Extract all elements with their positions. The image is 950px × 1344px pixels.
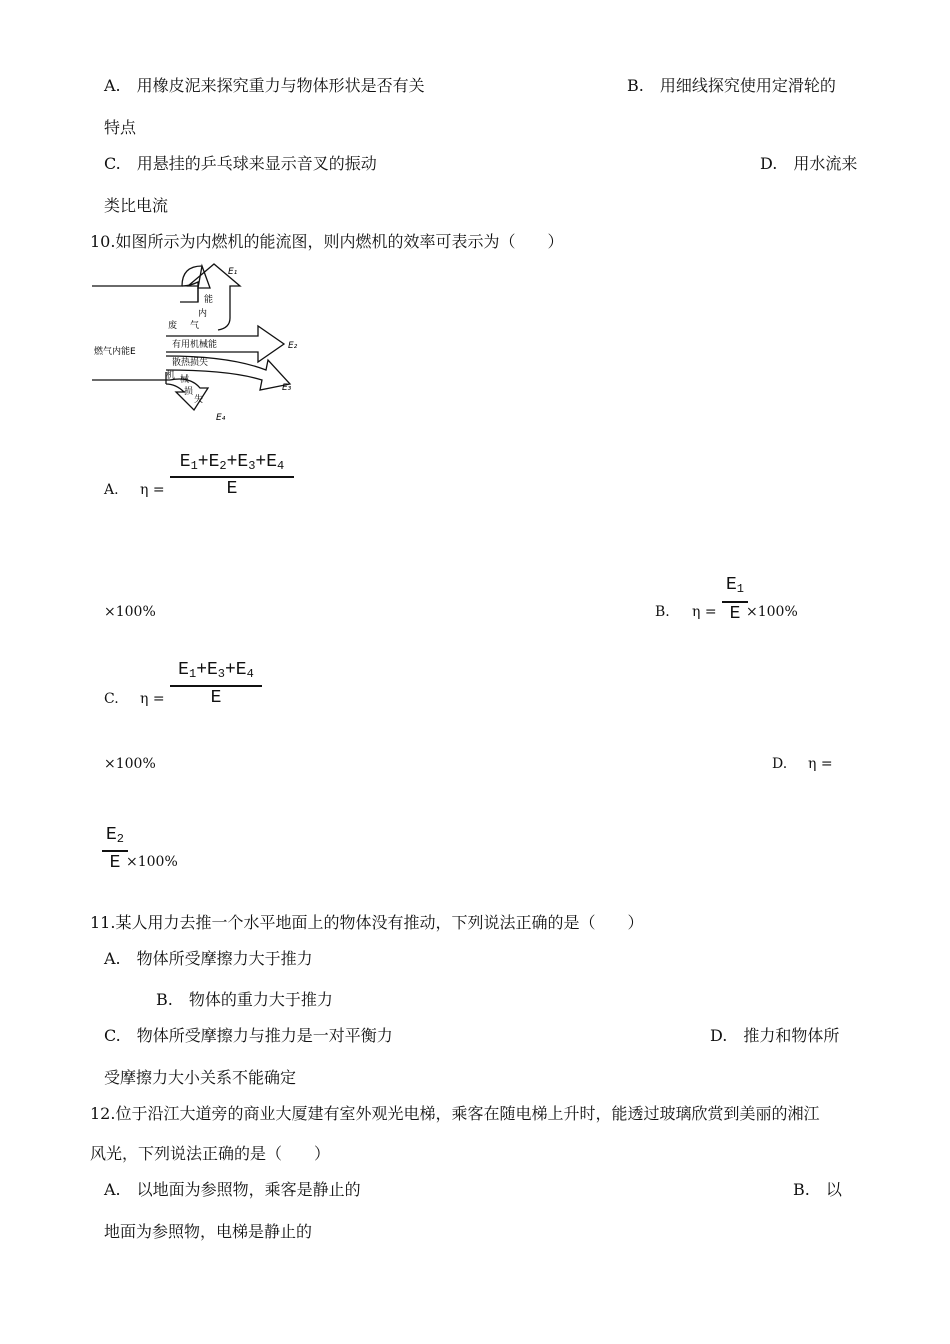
q10-option-d-fraction: $E_2$ E xyxy=(102,825,128,873)
exhaust-label-4: 废 xyxy=(168,321,178,331)
diagram-label-e1: E₁ xyxy=(228,267,238,277)
q12-option-b-continued: 地面为参照物，电梯是静止的 xyxy=(104,1222,313,1241)
q10-option-d-tail: ×100% xyxy=(126,854,178,870)
mech-loss-label-2: 械 xyxy=(180,375,190,385)
q12-option-b: B. 以 xyxy=(793,1180,842,1199)
q10-option-c-label: C. xyxy=(104,691,119,707)
fuel-energy-label: 燃气内能E xyxy=(94,347,136,357)
q10-stem: 10.如图所示为内燃机的能流图，则内燃机的效率可表示为（ ） xyxy=(90,232,564,251)
q9-option-d-continued: 类比电流 xyxy=(104,196,169,215)
q12-stem-continued: 风光，下列说法正确的是（ ） xyxy=(90,1144,331,1163)
mech-loss-label-1: 机 xyxy=(166,371,176,381)
q10-option-c-eta: η = xyxy=(140,691,165,707)
q11-option-c: C. 物体所受摩擦力与推力是一对平衡力 xyxy=(104,1026,393,1045)
q10-option-a-eta: η = xyxy=(140,482,165,498)
useful-energy-label: 有用机械能 xyxy=(172,340,218,350)
heat-loss-label: 散热损失 xyxy=(172,358,209,368)
diagram-label-e2: E₂ xyxy=(288,341,298,351)
mech-loss-label-4: 失 xyxy=(194,395,204,405)
q9-option-d: D. 用水流来 xyxy=(760,154,858,173)
diagram-label-e3: E₃ xyxy=(282,383,292,393)
q12-stem: 12.位于沿江大道旁的商业大厦建有室外观光电梯，乘客在随电梯上升时，能透过玻璃欣赏到美丽的湘江 xyxy=(90,1104,820,1123)
q11-option-b: B. 物体的重力大于推力 xyxy=(156,990,333,1009)
q10-option-d-label: D. xyxy=(772,756,788,772)
q10-option-b-label: B. xyxy=(655,604,670,620)
mech-loss-label-3: 损 xyxy=(184,387,194,397)
exhaust-label-2: 内 xyxy=(198,309,208,319)
q10-option-b-fraction: $E_1$ E xyxy=(722,575,748,623)
q10-option-d-eta: η = xyxy=(808,756,833,772)
q9-option-b-continued: 特点 xyxy=(104,118,137,137)
q11-option-d-continued: 受摩擦力大小关系不能确定 xyxy=(104,1068,297,1087)
q10-option-a-fraction: $E_1+E_2+E_3+E_4$ E xyxy=(170,452,294,500)
q12-option-a: A. 以地面为参照物，乘客是静止的 xyxy=(104,1180,361,1199)
energy-flow-diagram xyxy=(90,258,310,428)
q11-option-d: D. 推力和物体所 xyxy=(710,1026,840,1045)
q9-option-c: C. 用悬挂的乒乓球来显示音叉的振动 xyxy=(104,154,377,173)
q11-stem: 11.某人用力去推一个水平地面上的物体没有推动，下列说法正确的是（ ） xyxy=(90,913,644,932)
q10-option-c-tail: ×100% xyxy=(104,756,156,772)
q10-option-a-tail: ×100% xyxy=(104,604,156,620)
q10-option-a-label: A. xyxy=(104,482,119,498)
q10-option-b-eta: η = xyxy=(692,604,717,620)
q9-option-b: B. 用细线探究使用定滑轮的 xyxy=(627,76,836,95)
exhaust-label-3: 气 xyxy=(190,321,200,331)
q9-option-a: A. 用橡皮泥来探究重力与物体形状是否有关 xyxy=(104,76,425,95)
q10-option-c-fraction: $E_1+E_3+E_4$ E xyxy=(170,660,262,708)
diagram-label-e4: E₄ xyxy=(216,413,226,423)
q11-option-a: A. 物体所受摩擦力大于推力 xyxy=(104,949,313,968)
q10-option-b-tail: ×100% xyxy=(746,604,798,620)
exhaust-label-1: 能 xyxy=(204,295,214,305)
